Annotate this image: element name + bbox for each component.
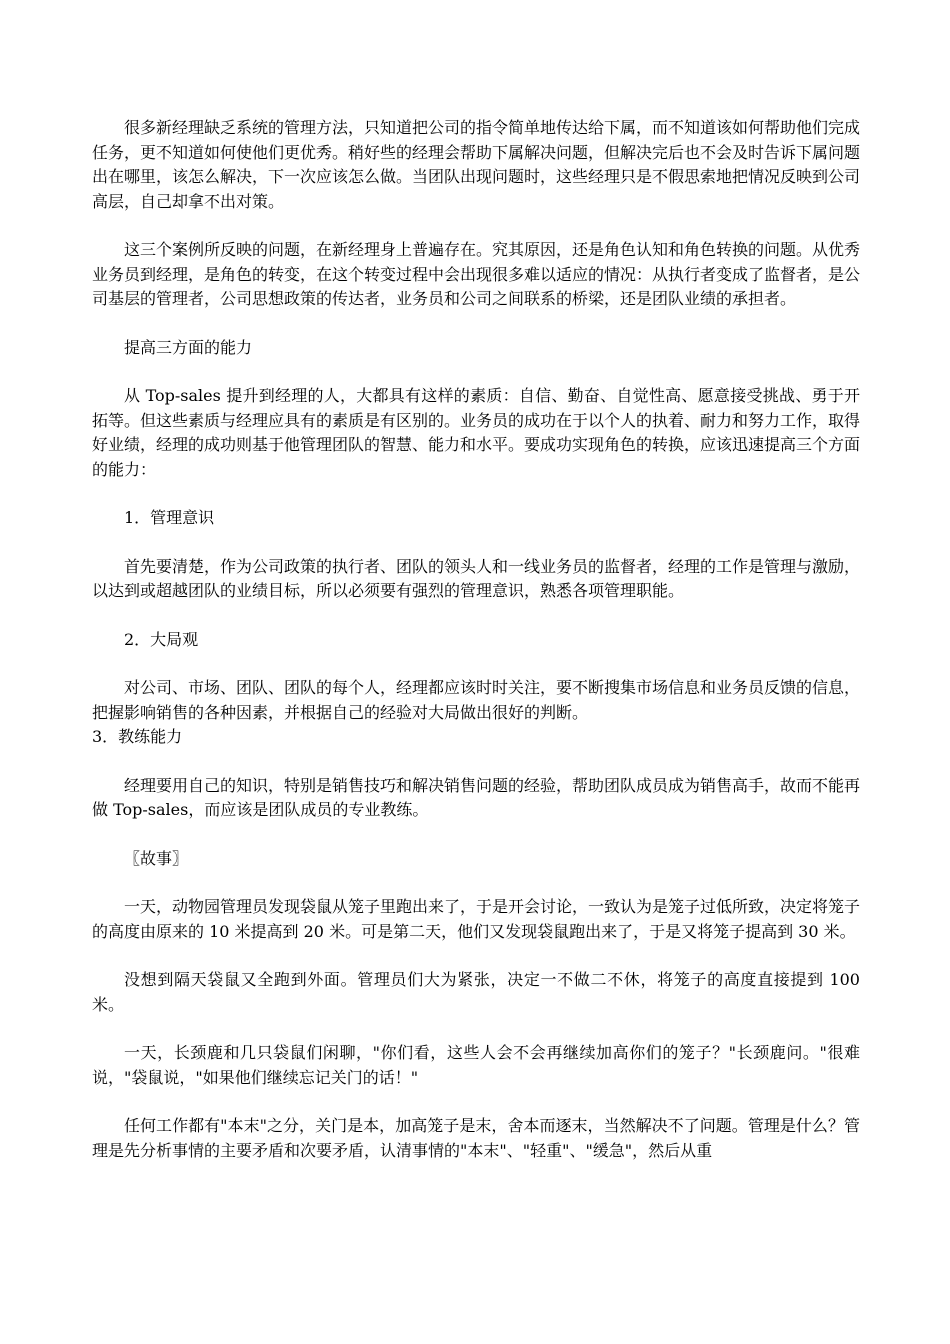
- paragraph-3: 从 Top-sales 提升到经理的人，大都具有这样的素质：自信、勤奋、自觉性高、愿意接受挑战、勇于开拓等。但这些素质与经理应具有的素质是有区别的。业务员的成功在于以个人的执着、耐力和努力工作，取得好业绩，经理的成功则基于他管理团队的智慧、能力和水平。要成功实现角色的转换，应该迅速提高三个方面的能力：: [92, 386, 861, 479]
- paragraph-1: 很多新经理缺乏系统的管理方法，只知道把公司的指令简单地传达给下属，而不知道该如何帮助他们完成任务，更不知道如何使他们更优秀。稍好些的经理会帮助下属解决问题，但解决完后也不会及时告诉下属问题出在哪里，该怎么解决，下一次应该怎么做。当团队出现问题时，这些经理只是不假思索地把情况反映到公司高层，自己却拿不出对策。: [92, 118, 861, 211]
- paragraph-2: 这三个案例所反映的问题，在新经理身上普遍存在。究其原因，还是角色认知和角色转换的问题。从优秀业务员到经理，是角色的转变，在这个转变过程中会出现很多难以适应的情况：从执行者变成了监督者，是公司基层的管理者，公司思想政策的传达者，业务员和公司之间联系的桥梁，还是团队业绩的承担者。: [92, 240, 861, 308]
- paragraph-8: 没想到隔天袋鼠又全跑到外面。管理员们大为紧张，决定一不做二不休，将笼子的高度直接提到 100 米。: [92, 970, 860, 1014]
- subheading-coaching-ability: 3．教练能力: [92, 727, 183, 746]
- paragraph-10: 任何工作都有"本末"之分，关门是本，加高笼子是末，舍本而逐末，当然解决不了问题。管理是什么？管理是先分析事情的主要矛盾和次要矛盾，认清事情的"本末"、"轻重"、"缓急"，然后从重: [92, 1116, 860, 1160]
- document-page: [92, 116, 860, 1187]
- story-label: 〖故事〗: [124, 848, 189, 868]
- paragraph-4: 首先要清楚，作为公司政策的执行者、团队的领头人和一线业务员的监督者，经理的工作是管理与激励，以达到或超越团队的业绩目标，所以必须要有强烈的管理意识，熟悉各项管理职能。: [92, 556, 861, 600]
- paragraph-6: 经理要用自己的知识，特别是销售技巧和解决销售问题的经验，帮助团队成员成为销售高手，故而不能再做 Top-sales，而应该是团队成员的专业教练。: [92, 775, 861, 819]
- paragraph-7: 一天，动物园管理员发现袋鼠从笼子里跑出来了，于是开会讨论，一致认为是笼子过低所致，决定将笼子的高度由原来的 10 米提高到 20 米。可是第二天，他们又发现袋鼠跑出来了，于是又将笼子提高到 30 米。: [92, 897, 861, 941]
- paragraph-5: 对公司、市场、团队、团队的每个人，经理都应该时时关注，要不断搜集市场信息和业务员反馈的信息，把握影响销售的各种因素，并根据自己的经验对大局做出很好的判断。: [92, 678, 861, 722]
- section-heading: 提高三方面的能力: [124, 337, 253, 357]
- subheading-management-awareness: 1．管理意识: [124, 508, 215, 527]
- paragraph-9: 一天，长颈鹿和几只袋鼠们闲聊，"你们看，这些人会不会再继续加高你们的笼子？"长颈鹿问。"很难说，"袋鼠说，"如果他们继续忘记关门的话！": [92, 1043, 860, 1087]
- subheading-big-picture: 2．大局观: [124, 629, 199, 649]
